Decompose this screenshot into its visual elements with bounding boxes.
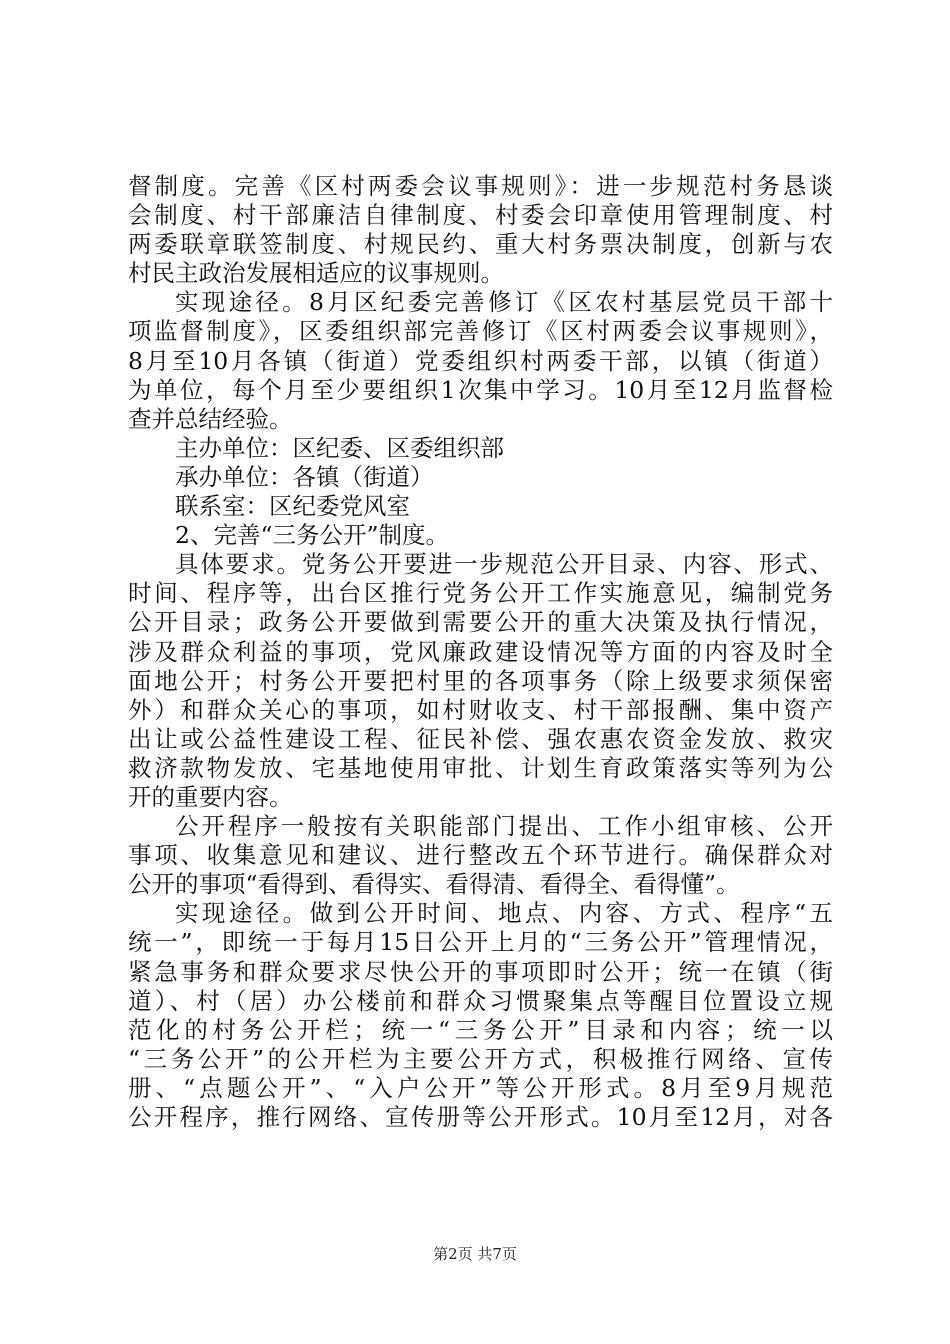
text-line: 督制度。完善《区村两委会议事规则》：进一步规范村务恳谈	[128, 172, 833, 200]
text-line: 外）和群众关心的事项，如村财收支、村干部报酬、集中资产	[128, 695, 833, 724]
text-line: 时间、程序等，出台区推行党务公开工作实施意见，编制党务	[128, 579, 833, 608]
document-body	[128, 172, 833, 1132]
text-line: 公开的事项“看得到、看得实、看得清、看得全、看得懂”。	[128, 870, 740, 899]
text-line: 主办单位：区纪委、区委组织部	[175, 433, 504, 462]
text-line: 涉及群众利益的事项，党风廉政建设情况等方面的内容及时全	[128, 637, 833, 666]
text-line: 两委联章联签制度、村规民约、重大村务票决制度，创新与农	[128, 230, 833, 259]
text-line: 公开程序一般按有关职能部门提出、工作小组审核、公开	[175, 812, 833, 841]
text-line: 统一”，即统一于每月15日公开上月的“三务公开”管理情况，	[128, 928, 833, 957]
text-line: 8月至10月各镇（街道）党委组织村两委干部，以镇（街道）	[128, 346, 833, 375]
text-line: 事项、收集意见和建议、进行整改五个环节进行。确保群众对	[128, 841, 833, 870]
text-line: “三务公开”的公开栏为主要公开方式，积极推行网络、宣传	[128, 1044, 833, 1073]
text-line: 村民主政治发展相适应的议事规则。	[128, 259, 504, 288]
text-line: 出让或公益性建设工程、征民补偿、强农惠农资金发放、救灾	[128, 724, 833, 753]
text-line: 面地公开；村务公开要把村里的各项事务（除上级要求须保密	[128, 666, 833, 695]
text-line: 紧急事务和群众要求尽快公开的事项即时公开；统一在镇（街	[128, 957, 833, 986]
text-line: 救济款物发放、宅基地使用审批、计划生育政策落实等列为公	[128, 753, 833, 782]
text-line: 项监督制度》，区委组织部完善修订《区村两委会议事规则》，	[128, 317, 833, 346]
text-line: 范化的村务公开栏；统一“三务公开”目录和内容；统一以	[128, 1015, 833, 1044]
text-line: 为单位，每个月至少要组织1次集中学习。10月至12月监督检	[128, 375, 833, 404]
page-footer	[0, 1244, 950, 1264]
text-line: 会制度、村干部廉洁自律制度、村委会印章使用管理制度、村	[128, 201, 833, 230]
page-number-label: 第2页 共7页	[433, 1245, 517, 1263]
text-line: 查并总结经验。	[128, 404, 293, 433]
text-line: 公开程序，推行网络、宣传册等公开形式。10月至12月，对各	[128, 1103, 833, 1131]
text-line: 册、“点题公开”、“入户公开”等公开形式。8月至9月规范	[128, 1073, 833, 1102]
text-line: 道）、村（居）办公楼前和群众习惯聚集点等醒目位置设立规	[128, 986, 833, 1015]
text-line: 实现途径。8月区纪委完善修订《区农村基层党员干部十	[175, 288, 833, 317]
text-line: 开的重要内容。	[128, 782, 293, 811]
text-line: 承办单位：各镇（街道）	[175, 462, 434, 491]
text-line: 实现途径。做到公开时间、地点、内容、方式、程序“五	[175, 899, 833, 928]
text-line: 2、完善“三务公开”制度。	[175, 521, 449, 550]
text-line: 具体要求。党务公开要进一步规范公开目录、内容、形式、	[175, 550, 833, 579]
text-line: 联系室：区纪委党风室	[175, 492, 410, 521]
text-line: 公开目录；政务公开要做到需要公开的重大决策及执行情况，	[128, 608, 833, 637]
